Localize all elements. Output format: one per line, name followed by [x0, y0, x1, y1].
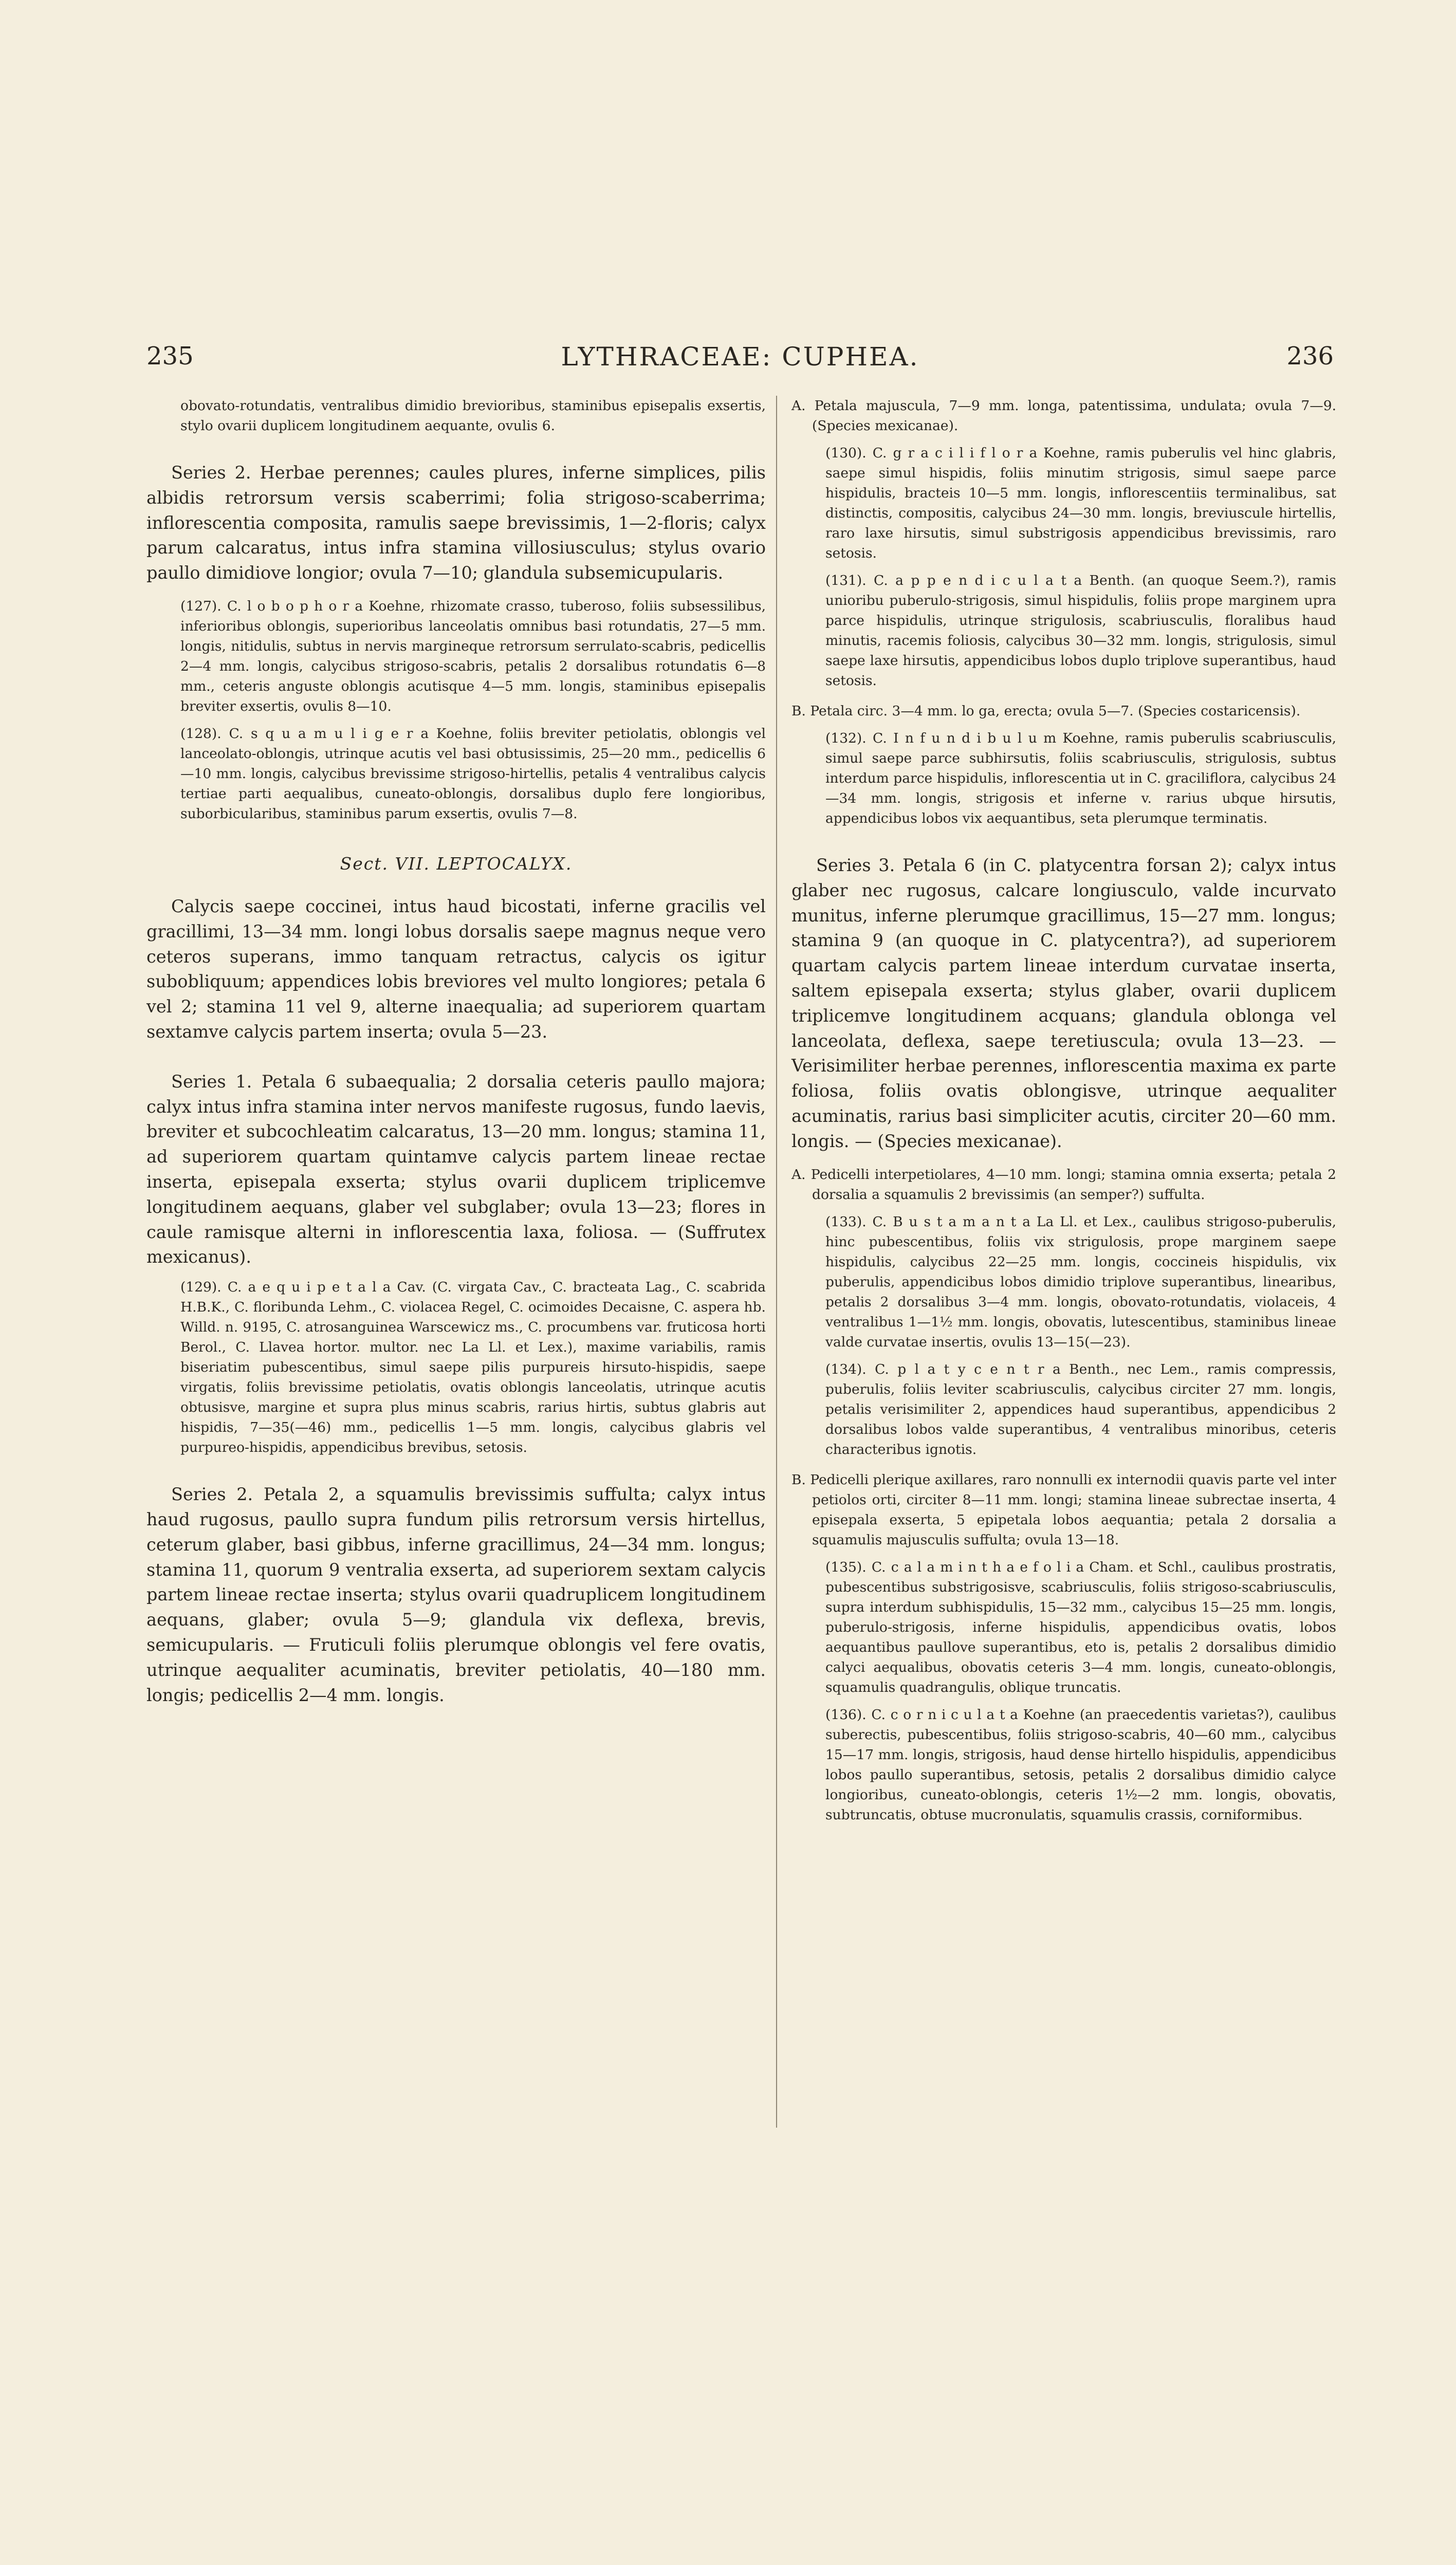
- group-b-heading: B. Petala circ. 3—4 mm. lo ga, erecta; ovula 5—7. (Species costaricensis).: [791, 703, 1301, 719]
- species-continuation: obovato-rotundatis, ventralibus dimidio brevioribus, staminibus episepalis exsertis, stylo ovarii duplicem longitudinem aequante, ovulis 6.: [180, 398, 766, 434]
- species-127: (127). C. l o b o p h o r a Koehne, rhizomate crasso, tuberoso, foliis subsessilibus, inferioribus oblongis, superioribus lanceolatis omnibus basi rotundatis, 27—5 mm. longis, nitidulis, subtus in nervis margineque retrorsum serrulato-scabris, pedicellis 2—4 mm. longis, calycibus strigoso-scabris, petalis 2 dorsalibus rotundatis 6—8 mm., ceteris anguste oblongis acutisque 4—5 mm. longis, staminibus episepalis breviter exsertis, ovulis 8—10.: [180, 598, 766, 714]
- species-135: (135). C. c a l a m i n t h a e f o l i a Cham. et Schl., caulibus prostratis, pubescentibus substrigosisve, scabriusculis, foliis strigoso-scabriusculis, supra interdum subhispidulis, 15—32 mm., calycibus 15—25 mm. longis, puberulo-strigosis, inferne hispidulis, appendicibus ovatis, lobos aequantibus paullove superantibus, eto is, petalis 2 dorsalibus dimidio calyci aequalibus, obovatis ceteris 3—4 mm. longis, cuneato-oblongis, squamulis quadrangulis, oblique truncatis.: [825, 1559, 1336, 1695]
- page-number-left: 235: [146, 342, 194, 371]
- page-number-right: 236: [1286, 342, 1334, 371]
- left-column: [146, 396, 766, 1708]
- species-133: (133). C. B u s t a m a n t a La Ll. et Lex., caulibus strigoso-puberulis, hinc pubescentibus, foliis vix strigulosis, prope marginem saepe hispidulis, calycibus 22—25 mm. longis, coccineis hispidulis, vix puberulis, appendicibus lobos dimidio triplove superantibus, linearibus, petalis 2 dorsalibus 3—4 mm. longis, obovato-rotundatis, violaceis, 4 ventralibus 1—1½ mm. longis, obovatis, lutescentibus, staminibus lineae valde curvatae insertis, ovulis 13—15(—23).: [825, 1213, 1336, 1350]
- species-132: (132). C. I n f u n d i b u l u m Koehne, ramis puberulis scabriusculis, simul saepe parce subhirsutis, foliis scabriusculis, strigulosis, subtus interdum parce hispidulis, inflorescentia ut in C. graciliflora, calycibus 24—34 mm. longis, strigosis et inferne v. rarius ubque hirsutis, appendicibus lobos vix aequantibus, seta plerumque terminatis.: [825, 730, 1336, 826]
- species-130: (130). C. g r a c i l i f l o r a Koehne, ramis puberulis vel hinc glabris, saepe simul hispidis, foliis minutim strigosis, simul saepe parce hispidulis, bracteis 10—5 mm. longis, inflorescentiis terminalibus, sat distinctis, compositis, calycibus 24—30 mm. longis, breviuscule hirtellis, raro laxe hirsutis, simul substrigosis appendicibus brevissimis, raro setosis.: [825, 445, 1336, 561]
- species-129: (129). C. a e q u i p e t a l a Cav. (C. virgata Cav., C. bracteata Lag., C. scabrida H.B.K., C. floribunda Lehm., C. violacea Regel, C. ocimoides Decaisne, C. aspera hb. Willd. n. 9195, C. atrosanguinea Warscewicz ms., C. procumbens var. fruticosa horti Berol., C. Llavea hortor. multor. nec La Ll. et Lex.), maxime variabilis, ramis biseriatim pubescentibus, simul saepe pilis purpureis hirsuto-hispidis, saepe virgatis, foliis brevissime petiolatis, ovatis oblongis lanceolatis, utrinque acutis obtusisve, margine et supra plus minus scabris, rarius hirtis, subtus glabris aut hispidis, 7—35(—46) mm., pedicellis 1—5 mm. longis, calycibus glabris vel purpureo-hispidis, appendicibus brevibus, setosis.: [180, 1279, 766, 1456]
- group-a-heading: A. Petala majuscula, 7—9 mm. longa, patentissima, undulata; ovula 7—9. (Species mexicanae).: [791, 398, 1336, 434]
- series-1-description: Series 1. Petala 6 subaequalia; 2 dorsalia ceteris paullo majora; calyx intus infra stamina inter nervos manifeste rugosus, fundo laevis, breviter et subcochleatim calcaratus, 13—20 mm. longus; stamina 11, ad superiorem quartam quintamve calycis partem lineae rectae inserta, episepala exserta; stylus ovarii duplicem triplicemve longitudinem aequans, glaber vel subglaber; ovula 13—23; flores in caule ramisque alterni in inflorescentia laxa, foliosa. — (Suffrutex mexicanus).: [146, 1071, 766, 1267]
- group-a2-heading: A. Pedicelli interpetiolares, 4—10 mm. longi; stamina omnia exserta; petala 2 dorsalia a squamulis 2 brevissimis (an semper?) suffulta.: [791, 1166, 1336, 1203]
- right-column: [791, 396, 1336, 1825]
- series-3-description: Series 3. Petala 6 (in C. platycentra forsan 2); calyx intus glaber nec rugosus, calcare longiusculo, valde incurvato munitus, inferne plerumque gracillimus, 15—27 mm. longus; stamina 9 (an quoque in C. platycentra?), ad superiorem quartam calycis partem lineae interdum curvatae inserta, saltem episepala exserta; stylus glaber, ovarii duplicem triplicemve longitudinem acquans; glandula oblonga vel lanceolata, deflexa, saepe teretiuscula; ovula 13—23. — Verisimiliter herbae perennes, inflorescentia maxima ex parte foliosa, foliis ovatis oblongisve, utrinque aequaliter acuminatis, rarius basi simpliciter acutis, circiter 20—60 mm. longis. — (Species mexicanae).: [791, 855, 1336, 1151]
- series-2-petala-description: Series 2. Petala 2, a squamulis brevissimis suffulta; calyx intus haud rugosus, paullo supra fundum pilis retrorsum versis hirtellus, ceterum glaber, basi gibbus, inferne gracillimus, 24—34 mm. longus; stamina 11, quorum 9 ventralia exserta, ad superiorem sextam calycis partem lineae rectae inserta; stylus ovarii quadruplicem longitudinem aequans, glaber; ovula 5—9; glandula vix deflexa, brevis, semicupularis. — Fruticuli foliis plerumque oblongis vel fere ovatis, utrinque aequaliter acuminatis, breviter petiolatis, 40—180 mm. longis; pedicellis 2—4 mm. longis.: [146, 1484, 766, 1705]
- section-title: Sect. VII. LEPTOCALYX.: [340, 853, 573, 874]
- species-128: (128). C. s q u a m u l i g e r a Koehne, foliis breviter petiolatis, oblongis vel lanceolato-oblongis, utrinque acutis vel basi obtusissimis, 25—20 mm., pedicellis 6—10 mm. longis, calycibus brevissime strigoso-hirtellis, petalis 4 ventralibus calycis tertiae parti aequalibus, cuneato-oblongis, dorsalibus duplo fere longioribus, suborbicularibus, staminibus parum exsertis, ovulis 7—8.: [180, 725, 766, 822]
- section-description: Calycis saepe coccinei, intus haud bicostati, inferne gracilis vel gracillimi, 13—34 mm. longi lobus dorsalis saepe magnus neque vero ceteros superans, immo tanquam retractus, calycis os igitur subobliquum; appendices lobis breviores vel multo longiores; petala 6 vel 2; stamina 11 vel 9, alterne inaequalia; ad superiorem quartam sextamve calycis partem inserta; ovula 5—23.: [146, 896, 766, 1042]
- species-131: (131). C. a p p e n d i c u l a t a Benth. (an quoque Seem.?), ramis unioribu puberulo-strigosis, simul hispidulis, foliis prope marginem upra parce hispidulis, utrinque strigulosis, scabriusculis, floralibus haud minutis, racemis foliosis, calycibus 30—32 mm. longis, strigulosis, simul saepe laxe hirsutis, appendicibus lobos duplo triplove superantibus, haud setosis.: [825, 573, 1336, 689]
- running-title: LYTHRACEAE: CUPHEA.: [561, 342, 919, 372]
- running-header: [146, 342, 1334, 378]
- group-b2-heading: B. Pedicelli plerique axillares, raro nonnulli ex internodii quavis parte vel inter petiolos orti, circiter 8—11 mm. longi; stamina lineae subrectae inserta, 4 episepala exserta, 5 epipetala lobos aequantia; petala 2 dorsalia a squamulis majusculis suffulta; ovula 13—18.: [791, 1471, 1336, 1548]
- species-134: (134). C. p l a t y c e n t r a Benth., nec Lem., ramis compressis, puberulis, foliis leviter scabriusculis, calycibus circiter 27 mm. longis, petalis verisimiliter 2, appendices haud superantibus, appendicibus 2 dorsalibus lobos valde superantibus, 4 ventralibus minoribus, ceteris characteribus ignotis.: [825, 1361, 1336, 1457]
- series-2-description: Series 2. Herbae perennes; caules plures, inferne simplices, pilis albidis retrorsum versis scaberrimi; folia strigoso-scaberrima; inflorescentia composita, ramulis saepe brevissimis, 1—2-floris; calyx parum calcaratus, intus infra stamina villosiusculus; stylus ovario paullo dimidiove longior; ovula 7—10; glandula subsemicupularis.: [146, 463, 766, 583]
- column-divider: [776, 396, 777, 2128]
- species-136: (136). C. c o r n i c u l a t a Koehne (an praecedentis varietas?), caulibus suberectis, pubescentibus, foliis strigoso-scabris, 40—60 mm., calycibus 15—17 mm. longis, strigosis, haud dense hirtello hispidulis, appendicibus lobos paullo superantibus, setosis, petalis 2 dorsalibus dimidio calyce longioribus, cuneato-oblongis, ceteris 1½—2 mm. longis, obovatis, subtruncatis, obtuse mucronulatis, squamulis crassis, corniformibus.: [825, 1706, 1336, 1823]
